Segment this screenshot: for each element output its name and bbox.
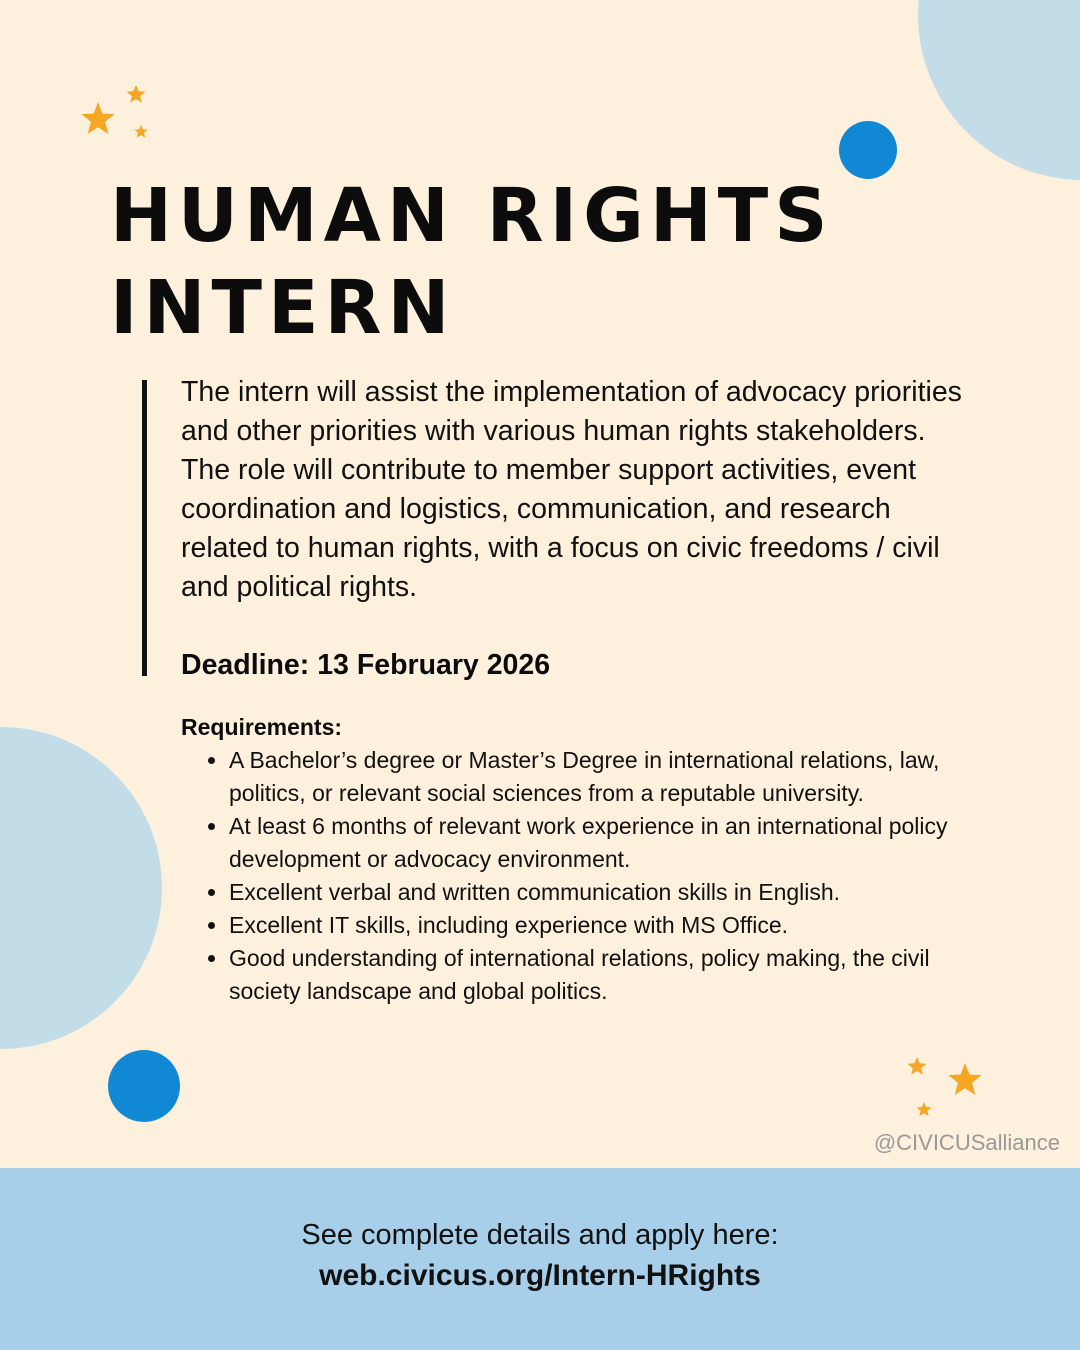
list-item: At least 6 months of relevant work experience in an international policy development or advocacy environment. bbox=[205, 810, 995, 876]
decorative-circle-top-right bbox=[918, 0, 1080, 180]
footer-banner bbox=[0, 1168, 1080, 1350]
decorative-dot-bottom bbox=[108, 1050, 180, 1122]
social-handle: @CIVICUSalliance bbox=[873, 1130, 1060, 1155]
stars-icon bbox=[74, 82, 154, 146]
requirements-heading: Requirements: bbox=[181, 714, 343, 740]
apply-link[interactable]: web.civicus.org/Intern-HRights bbox=[319, 1259, 761, 1292]
title-line-1: HUMAN RIGHTS bbox=[110, 173, 834, 259]
list-item: Excellent IT skills, including experience with MS Office. bbox=[205, 909, 995, 942]
list-item: Good understanding of international relations, policy making, the civil society landscape and global politics. bbox=[205, 942, 995, 1008]
star-large bbox=[948, 1063, 981, 1095]
star-left bbox=[908, 1057, 927, 1075]
star-top bbox=[127, 85, 146, 103]
star-large bbox=[81, 102, 114, 134]
quote-bar bbox=[142, 380, 147, 676]
decorative-circle-left bbox=[0, 727, 162, 1049]
list-item: Excellent verbal and written communication skills in English. bbox=[205, 876, 995, 909]
star-small bbox=[917, 1102, 932, 1116]
description-text: The intern will assist the implementation of advocacy priorities and other priorities with various human rights stakeholders. The role will contribute to member support activities, event coordination and logistics, communication, and research related to human rights, with a focus on civic freedoms / civil and political rights. bbox=[181, 376, 962, 603]
list-item: A Bachelor’s degree or Master’s Degree in international relations, law, politics, or relevant social sciences from a reputable university. bbox=[205, 744, 995, 810]
title-line-2: INTERN bbox=[110, 265, 456, 351]
star-small bbox=[134, 125, 147, 138]
deadline-text: Deadline: 13 February 2026 bbox=[181, 649, 551, 681]
stars-icon bbox=[900, 1052, 992, 1124]
footer-lead-text: See complete details and apply here: bbox=[301, 1219, 779, 1251]
requirements-list bbox=[205, 744, 995, 1008]
page-title bbox=[110, 170, 870, 354]
